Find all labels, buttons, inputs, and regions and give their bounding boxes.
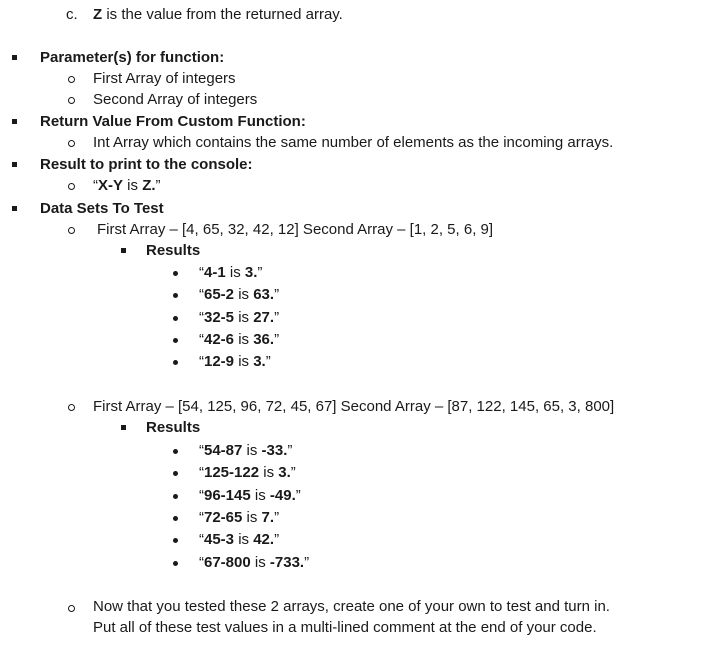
result-val: 3.: [253, 353, 266, 371]
result-expr: 72-65: [204, 508, 243, 526]
round-bullet-icon: [173, 338, 178, 343]
format-is: is: [123, 177, 143, 194]
circle-bullet-icon: [68, 605, 75, 612]
result-val: 42.: [253, 531, 275, 549]
quote-open: “: [199, 286, 204, 304]
circle-bullet-icon: [68, 183, 75, 190]
item-c-rest: is the value from the returned array.: [102, 6, 343, 23]
round-bullet-icon: [173, 561, 178, 566]
list-marker-c: c.: [66, 6, 78, 23]
result-val: 7.: [261, 508, 275, 526]
quote-open: “: [199, 553, 204, 571]
quote-open: “: [199, 486, 204, 504]
result-item: [199, 508, 279, 528]
result-expr: 65-2: [204, 286, 235, 304]
result-is: is: [250, 553, 270, 571]
result-item: [199, 441, 292, 461]
round-bullet-icon: [173, 494, 178, 499]
result-val: -49.: [269, 486, 296, 504]
circle-bullet-icon: [68, 97, 75, 104]
quote-open: “: [199, 330, 204, 348]
result-is: is: [242, 508, 262, 526]
result-is: is: [234, 330, 254, 348]
result-is: is: [234, 353, 254, 371]
round-bullet-icon: [173, 471, 178, 476]
result-is: is: [250, 486, 270, 504]
set2-label: First Array – [54, 125, 96, 72, 45, 67] Second Array – [87, 122, 145, 65, 3, 800]: [93, 398, 615, 415]
round-bullet-icon: [173, 293, 178, 298]
circle-bullet-icon: [68, 404, 75, 411]
result-val: 27.: [253, 308, 275, 326]
format-expr: X-Y: [98, 177, 124, 194]
set1-label: First Array – [4, 65, 32, 42, 12] Second Array – [1, 2, 5, 6, 9]: [97, 221, 494, 238]
quote-close: ”: [274, 286, 280, 304]
result-val: 63.: [253, 286, 275, 304]
result-expr: 54-87: [204, 442, 243, 459]
quote-open: “: [93, 177, 98, 194]
quote-close: ”: [304, 553, 310, 571]
square-bullet-icon: [121, 248, 126, 253]
quote-close: ”: [287, 442, 293, 459]
quote-close: ”: [274, 308, 280, 326]
set2-results-heading: Results: [146, 419, 201, 436]
result-item: [199, 530, 279, 550]
result-item: [199, 463, 296, 483]
result-print-heading: Result to print to the console:: [40, 156, 253, 173]
final-note-line1: Now that you tested these 2 arrays, create one of your own to test and turn in.: [93, 598, 610, 615]
result-expr: 67-800: [204, 553, 251, 571]
parameters-heading: Parameter(s) for function:: [40, 49, 225, 66]
data-sets-heading: Data Sets To Test: [40, 200, 164, 217]
set1-results-heading: Results: [146, 242, 201, 259]
result-expr: 96-145: [204, 486, 251, 504]
result-expr: 12-9: [204, 353, 235, 371]
result-print-format: [93, 176, 161, 196]
quote-close: ”: [274, 531, 280, 549]
circle-bullet-icon: [68, 76, 75, 83]
result-is: is: [225, 264, 245, 281]
result-val: 3.: [244, 264, 258, 281]
round-bullet-icon: [173, 271, 178, 276]
result-is: is: [259, 464, 279, 482]
result-val: -733.: [269, 553, 305, 571]
result-item: [199, 553, 309, 573]
parameter-item-1: First Array of integers: [93, 70, 236, 87]
round-bullet-icon: [173, 538, 178, 543]
square-bullet-icon: [12, 162, 17, 167]
quote-close: ”: [274, 330, 280, 348]
result-is: is: [234, 531, 254, 549]
round-bullet-icon: [173, 516, 178, 521]
result-is: is: [242, 442, 262, 459]
return-value-heading: Return Value From Custom Function:: [40, 113, 306, 130]
quote-open: “: [199, 464, 204, 482]
quote-open: “: [199, 308, 204, 326]
result-val: 3.: [278, 464, 291, 482]
item-c-var: Z: [93, 6, 103, 23]
result-expr: 125-122: [204, 464, 260, 482]
format-val: Z.: [142, 177, 156, 194]
quote-open: “: [199, 353, 204, 371]
result-val: -33.: [261, 442, 288, 459]
item-c-text: [93, 5, 343, 25]
circle-bullet-icon: [68, 227, 75, 234]
circle-bullet-icon: [68, 140, 75, 147]
result-expr: 42-6: [204, 330, 235, 348]
quote-open: “: [199, 531, 204, 549]
result-val: 36.: [253, 330, 275, 348]
result-is: is: [234, 286, 254, 304]
result-expr: 4-1: [204, 264, 226, 281]
round-bullet-icon: [173, 360, 178, 365]
quote-open: “: [199, 264, 204, 281]
square-bullet-icon: [12, 206, 17, 211]
square-bullet-icon: [121, 425, 126, 430]
final-note-line2: Put all of these test values in a multi-lined comment at the end of your code.: [93, 619, 597, 636]
quote-close: ”: [295, 486, 301, 504]
result-item: [199, 263, 262, 283]
quote-close: ”: [274, 508, 280, 526]
quote-close: ”: [257, 264, 263, 281]
quote-open: “: [199, 442, 204, 459]
result-expr: 32-5: [204, 308, 235, 326]
square-bullet-icon: [12, 55, 17, 60]
result-is: is: [234, 308, 254, 326]
square-bullet-icon: [12, 119, 17, 124]
result-item: [199, 330, 279, 350]
result-item: [199, 308, 279, 328]
quote-close: ”: [265, 353, 271, 371]
quote-open: “: [199, 508, 204, 526]
quote-close: ”: [290, 464, 296, 482]
round-bullet-icon: [173, 316, 178, 321]
quote-close: ”: [155, 177, 161, 194]
result-item: [199, 486, 301, 506]
return-value-item: Int Array which contains the same number of elements as the incoming arrays.: [93, 134, 614, 151]
result-item: [199, 285, 279, 305]
result-expr: 45-3: [204, 531, 235, 549]
parameter-item-2: Second Array of integers: [93, 91, 258, 108]
round-bullet-icon: [173, 449, 178, 454]
result-item: [199, 352, 271, 372]
